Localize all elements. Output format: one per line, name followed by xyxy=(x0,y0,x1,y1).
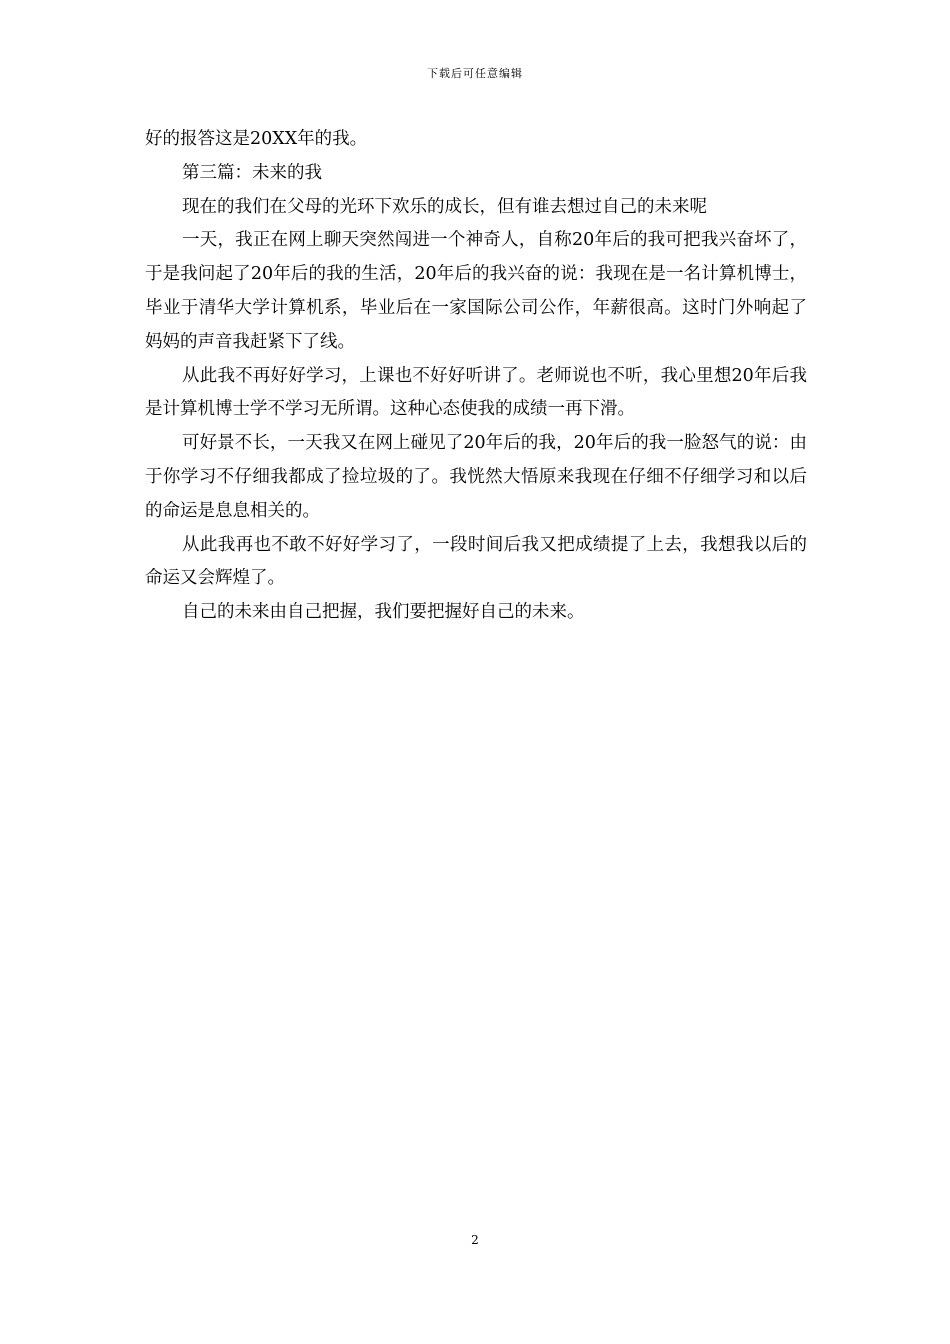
document-body xyxy=(145,123,807,630)
page-header: 下载后可任意编辑 xyxy=(427,67,523,80)
section-title: 第三篇：未来的我 xyxy=(182,162,322,183)
page-number: 2 xyxy=(471,1233,479,1247)
paragraph: 可好景不长，一天我又在网上碰见了20年后的我，20年后的我一脸怒气的说：由于你学习不仔细我都成了捡垃圾的了。我恍然大悟原来我现在仔细不仔细学习和以后的命运是息息相关的。 xyxy=(145,433,807,521)
paragraph: 自己的未来由自己把握，我们要把握好自己的未来。 xyxy=(182,602,585,623)
paragraph: 好的报答这是20XX年的我。 xyxy=(145,129,368,149)
paragraph: 一天，我正在网上聊天突然闯进一个神奇人，自称20年后的我可把我兴奋坏了，于是我问起了20年后的我的生活，20年后的我兴奋的说：我现在是一名计算机博士，毕业于清华大学计算机系，毕业后在一家国际公司公作，年薪很高。这时门外响起了妈妈的声音我赶紧下了线。 xyxy=(145,230,807,352)
paragraph: 现在的我们在父母的光环下欢乐的成长，但有谁去想过自己的未来呢 xyxy=(182,196,707,217)
paragraph: 从此我不再好好学习，上课也不好好听讲了。老师说也不听，我心里想20年后我是计算机博士学不学习无所谓。这种心态使我的成绩一再下滑。 xyxy=(145,365,807,420)
paragraph: 从此我再也不敢不好好学习了，一段时间后我又把成绩提了上去，我想我以后的命运又会辉煌了。 xyxy=(145,534,807,589)
